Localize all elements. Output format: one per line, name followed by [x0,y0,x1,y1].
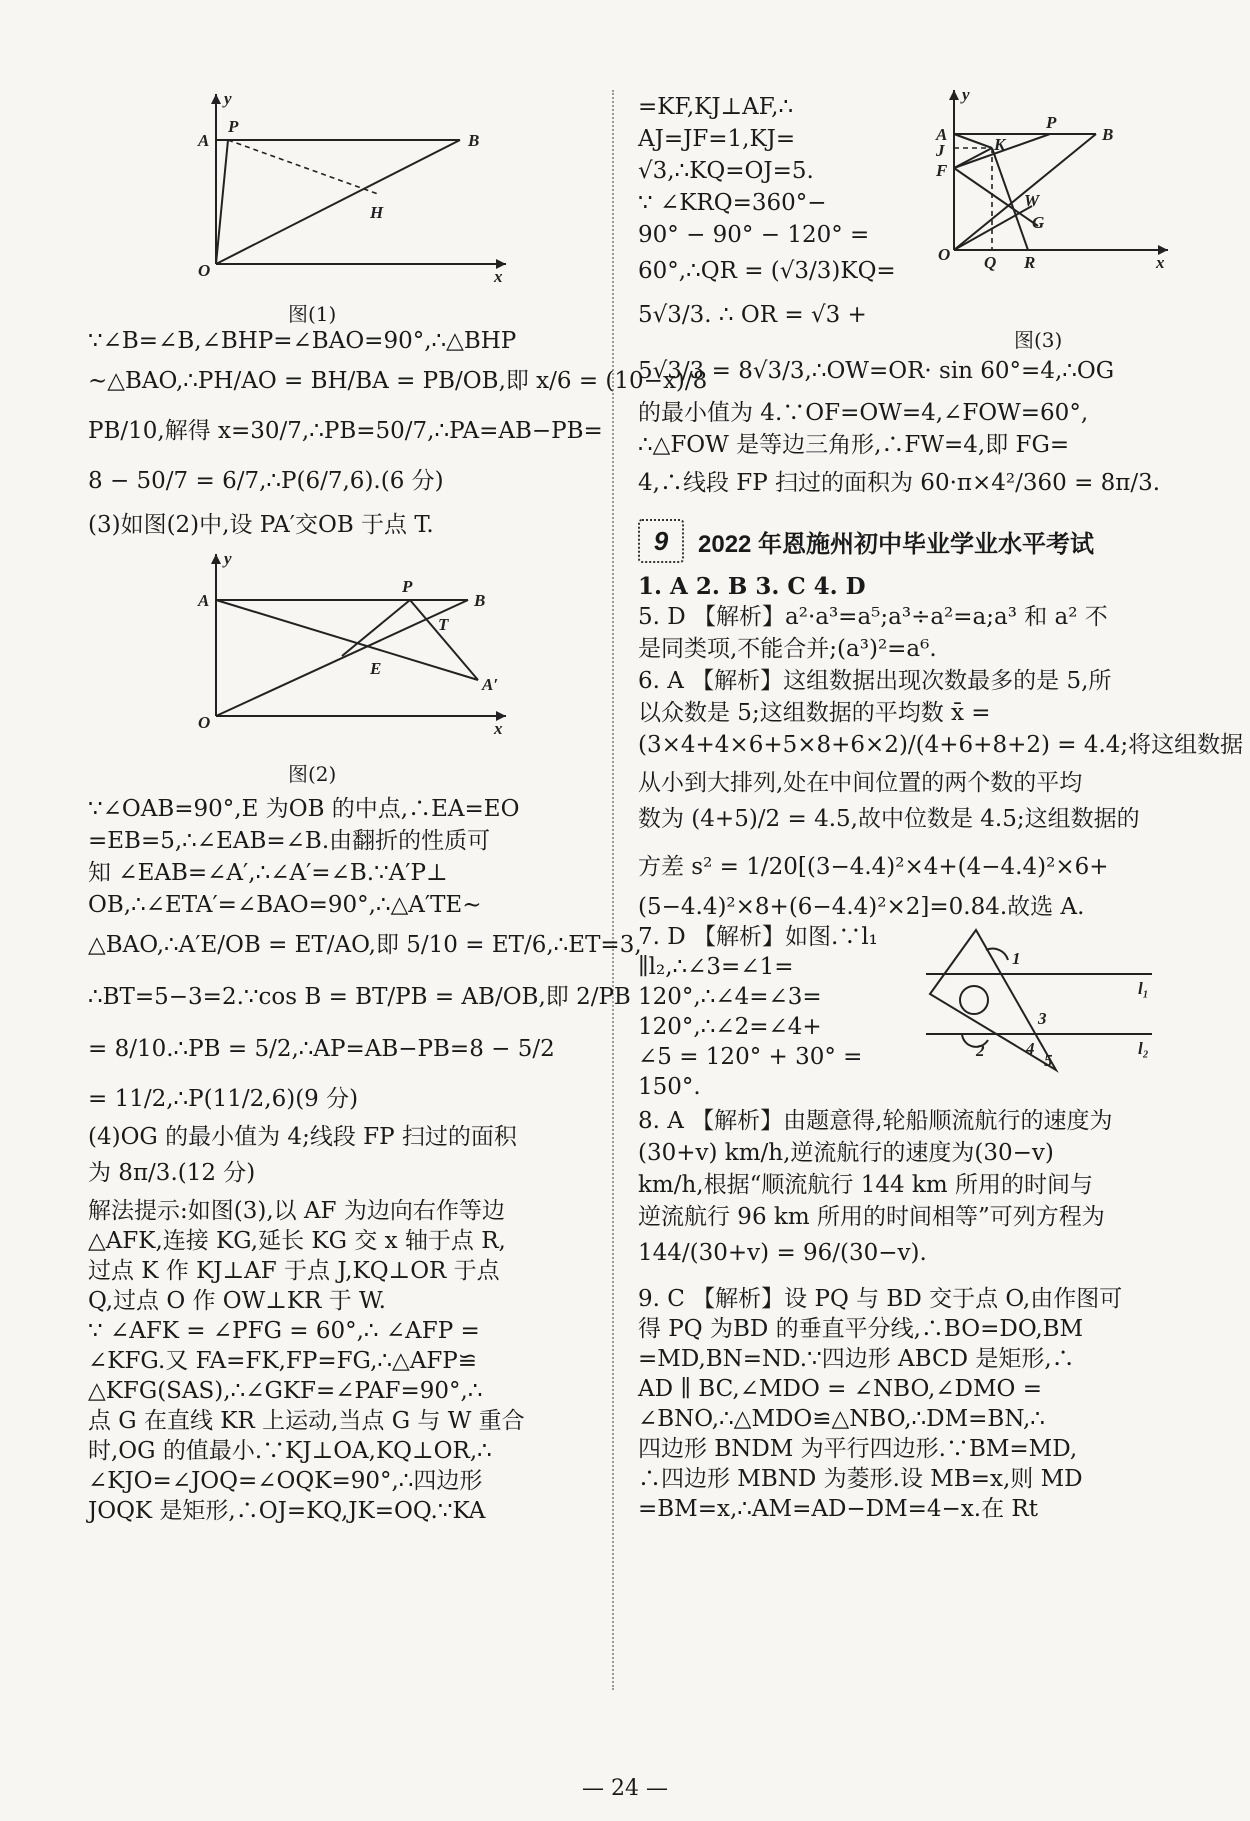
text-line: ∵∠OAB=90°,E 为OB 的中点,∴EA=EO [88,796,520,822]
answer-line: 得 PQ 为BD 的垂直平分线,∴BO=DO,BM [638,1316,1084,1342]
text-line: 点 G 在直线 KR 上运动,当点 G 与 W 重合 [88,1408,525,1434]
answer-line: 120°,∴∠4=∠3= [638,984,822,1010]
fig2-label-P: P [402,577,413,596]
section-header [638,518,1170,564]
answer-line: 四边形 BNDM 为平行四边形.∵BM=MD, [638,1436,1078,1462]
text-line: 8 − 50/7 = 6/7,∴P(6/7,6).(6 分) [88,468,444,494]
answer-line: 120°,∴∠2=∠4+ [638,1014,822,1040]
fig1-label-H: H [370,203,384,222]
fig2-label-B: B [474,591,486,610]
fig3-label-R: R [1024,253,1036,272]
text-line: 60°,∴QR = (√3/3)KQ= [638,258,896,284]
answer-line: 8. A 【解析】由题意得,轮船顺流航行的速度为 [638,1108,1113,1134]
text-line: AJ=JF=1,KJ= [638,126,796,152]
text-line: ∵∠B=∠B,∠BHP=∠BAO=90°,∴△BHP [88,328,517,354]
fig1-label-O: O [198,261,211,280]
figure-2-caption: 图(2) [288,762,337,786]
fig2-label-E: E [370,659,382,678]
q7-angle-2: 2 [976,1041,985,1060]
figure-2 [188,548,508,748]
text-line: 过点 K 作 KJ⊥AF 于点 J,KQ⊥OR 于点 [88,1258,500,1284]
answer-line: =MD,BN=ND.∵四边形 ABCD 是矩形,∴ [638,1346,1075,1372]
text-line: 时,OG 的值最小.∵KJ⊥OA,KQ⊥OR,∴ [88,1438,492,1464]
fig2-label-A: A [198,591,210,610]
answer-line: 方差 s² = 1/20[(3−4.4)²×4+(4−4.4)²×6+ [638,854,1109,880]
fig1-label-P: P [228,117,239,136]
figure-1-caption: 图(1) [288,302,337,326]
text-line: 90° − 90° − 120° = [638,222,870,248]
text-line: (4)OG 的最小值为 4;线段 FP 扫过的面积 [88,1124,517,1150]
figure-1 [188,88,508,288]
fig3-label-P: P [1046,113,1057,132]
answer-line: 是同类项,不能合并;(a³)²=a⁶. [638,636,937,662]
fig3-label-B: B [1102,125,1114,144]
text-line: △KFG(SAS),∴∠GKF=∠PAF=90°,∴ [88,1378,483,1404]
text-line: =KF,KJ⊥AF,∴ [638,94,794,120]
answer-line: km/h,根据“顺流航行 144 km 所用的时间与 [638,1172,1093,1198]
answer-line: 6. A 【解析】这组数据出现次数最多的是 5,所 [638,668,1112,694]
fig1-label-A: A [198,131,210,150]
text-line: 解法提示:如图(3),以 AF 为边向右作等边 [88,1198,505,1224]
answer-line: AD ∥ BC,∠MDO = ∠NBO,∠DMO = [638,1376,1042,1402]
answer-line: =BM=x,∴AM=AD−DM=4−x.在 Rt [638,1496,1038,1522]
text-line: PB/10,解得 x=30/7,∴PB=50/7,∴PA=AB−PB= [88,418,603,444]
text-line: OB,∴∠ETA′=∠BAO=90°,∴△A′TE∼ [88,892,482,918]
answer-line: ∥l₂,∴∠3=∠1= [638,954,794,980]
answer-line: 以众数是 5;这组数据的平均数 x̄ = [638,700,991,726]
text-line: =EB=5,∴∠EAB=∠B.由翻折的性质可 [88,828,491,854]
text-line: (3)如图(2)中,设 PA′交OB 于点 T. [88,512,434,538]
answer-line: 9. C 【解析】设 PQ 与 BD 交于点 O,由作图可 [638,1286,1123,1312]
fig3-label-x: x [1156,253,1165,272]
text-line: ∴BT=5−3=2.∵cos B = BT/PB = AB/OB,即 2/PB [88,984,631,1010]
answer-line: (30+v) km/h,逆流航行的速度为(30−v) [638,1140,1054,1166]
text-line: 4,∴线段 FP 扫过的面积为 60·π×4²/360 = 8π/3. [638,470,1161,496]
answer-line: 从小到大排列,处在中间位置的两个数的平均 [638,770,1083,796]
text-line: √3,∴KQ=OJ=5. [638,158,814,184]
figure-3 [920,86,1170,286]
text-line: ∵ ∠KRQ=360°− [638,190,827,216]
text-line: ∠KFG.又 FA=FK,FP=FG,∴△AFP≌ [88,1348,478,1374]
answer-line: 数为 (4+5)/2 = 4.5,故中位数是 4.5;这组数据的 [638,806,1140,832]
fig3-label-A: A [936,125,948,144]
section-number: 9 [638,519,684,563]
answer-line: 逆流航行 96 km 所用的时间相等”可列方程为 [638,1204,1105,1230]
text-line: ∴△FOW 是等边三角形,∴FW=4,即 FG= [638,432,1070,458]
text-line: ∼△BAO,∴PH/AO = BH/BA = PB/OB,即 x/6 = (10−x)/8 [88,368,708,394]
answer-line: (5−4.4)²×8+(6−4.4)²×2]=0.84.故选 A. [638,894,1085,920]
fig3-label-y: y [962,85,970,104]
q7-label-l1: l₁ [1138,979,1149,998]
answer-line: ∠BNO,∴△MDO≌△NBO,∴DM=BN,∴ [638,1406,1045,1432]
fig3-label-W: W [1024,191,1040,210]
text-line: = 8/10.∴PB = 5/2,∴AP=AB−PB=8 − 5/2 [88,1036,555,1062]
text-line: 的最小值为 4.∵OF=OW=4,∠FOW=60°, [638,400,1089,426]
text-line: JOQK 是矩形,∴OJ=KQ,JK=OQ.∵KA [88,1498,486,1524]
fig1-label-x: x [494,267,503,286]
figure-3-caption: 图(3) [1014,328,1063,352]
text-line: 知 ∠EAB=∠A′,∴∠A′=∠B.∵A′P⊥ [88,860,448,886]
text-line: △AFK,连接 KG,延长 KG 交 x 轴于点 R, [88,1228,506,1254]
answer-line: 1. A 2. B 3. C 4. D [638,573,866,600]
fig2-label-A-prime: A′ [482,675,499,694]
fig3-label-F: F [936,161,948,180]
answer-line: 5. D 【解析】a²·a³=a⁵;a³÷a²=a;a³ 和 a² 不 [638,604,1108,630]
q7-angle-4: 4 [1026,1039,1035,1058]
answer-line: 7. D 【解析】如图.∵l₁ [638,924,878,950]
fig3-label-K: K [994,135,1006,154]
fig2-label-T: T [438,615,449,634]
fig3-label-J: J [936,141,945,160]
fig1-label-B: B [468,131,480,150]
column-divider [612,90,614,1690]
answer-line: 144/(30+v) = 96/(30−v). [638,1240,927,1266]
text-line: 为 8π/3.(12 分) [88,1160,256,1186]
section-title: 2022 年恩施州初中毕业学业水平考试 [698,530,1095,558]
answer-line: (3×4+4×6+5×8+6×2)/(4+6+8+2) = 4.4;将这组数据 [638,732,1244,758]
q7-label-l2: l₂ [1138,1039,1149,1058]
text-line: 5√3/3 = 8√3/3,∴OW=OR· sin 60°=4,∴OG [638,358,1115,384]
fig3-label-G: G [1032,213,1045,232]
fig2-label-O: O [198,713,211,732]
fig1-label-y: y [224,89,232,108]
figure-q7 [916,920,1166,1080]
q7-angle-3: 3 [1038,1009,1047,1028]
fig2-label-x: x [494,719,503,738]
text-line: 5√3/3. ∴ OR = √3 + [638,302,867,328]
fig2-label-y: y [224,549,232,568]
text-line: ∵ ∠AFK = ∠PFG = 60°,∴ ∠AFP = [88,1318,480,1344]
answer-line: ∠5 = 120° + 30° = [638,1044,863,1070]
answer-line: ∴四边形 MBND 为菱形.设 MB=x,则 MD [638,1466,1083,1492]
text-line: Q,过点 O 作 OW⊥KR 于 W. [88,1288,386,1314]
answer-line: 150°. [638,1074,701,1100]
text-line: △BAO,∴A′E/OB = ET/AO,即 5/10 = ET/6,∴ET=3, [88,932,642,958]
q7-angle-1: 1 [1012,949,1021,968]
q7-angle-5: 5 [1044,1051,1053,1070]
text-line: ∠KJO=∠JOQ=∠OQK=90°,∴四边形 [88,1468,483,1494]
fig3-label-Q: Q [984,253,997,272]
fig3-label-O: O [938,245,951,264]
page-number: — 24 — [582,1776,668,1801]
text-line: = 11/2,∴P(11/2,6)(9 分) [88,1086,359,1112]
